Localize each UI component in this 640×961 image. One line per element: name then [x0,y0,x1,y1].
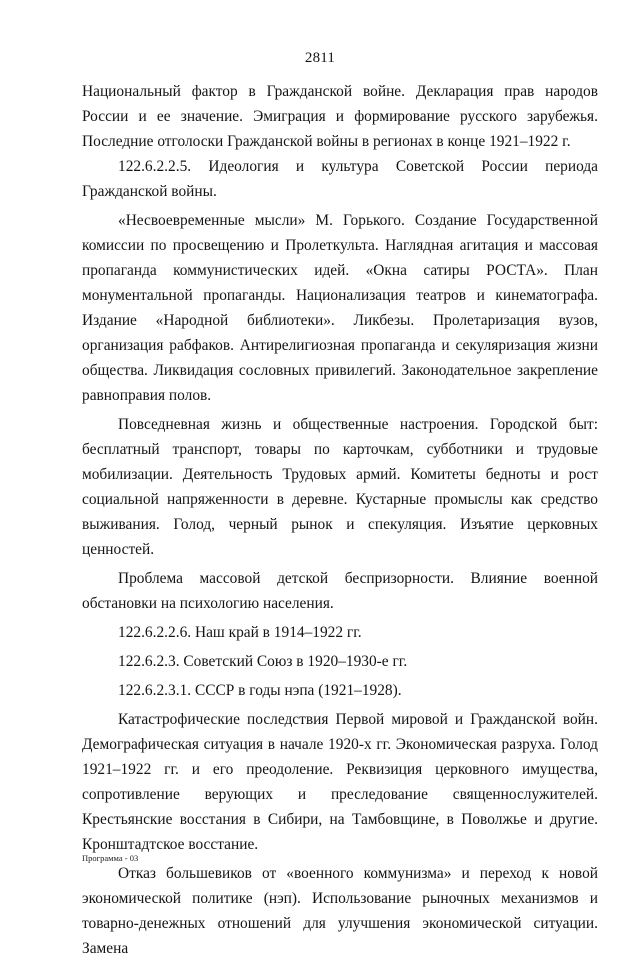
section-heading-ideology-culture: 122.6.2.2.5. Идеология и культура Советской России периода Гражданской войны. [82,158,598,200]
document-body [82,79,598,961]
paragraph-daily-life: Повседневная жизнь и общественные настроения. Городской быт: бесплатный транспорт, товары по карточкам, субботники и трудовые мобилизации. Деятельность Трудовых армий. Комитеты бедноты и рост социальной напряженности в деревне. Кустарные промыслы как средство выживания. Голод, черный рынок и спекуляция. Изъятие церковных ценностей. [82,416,598,558]
paragraph-homelessness: Проблема массовой детской беспризорности. Влияние военной обстановки на психологию населения. [82,570,598,612]
paragraph-consequences: Катастрофические последствия Первой мировой и Гражданской войн. Демографическая ситуация в начале 1920-х гг. Экономическая разруха. Голод 1921–1922 гг. и его преодоление. Реквизиция церковного имущества, сопротивление верующих и преследование священнослужителей. Крестьянские восстания в Сибири, на Тамбовщине, в Поволжье и другие. Кронштадтское восстание. [82,711,598,853]
paragraph-nep-transition: Отказ большевиков от «военного коммунизма» и переход к новой экономической политике (нэп). Использование рыночных механизмов и товарно-денежных отношений для улучшения экономической ситуации. Замена [82,865,598,957]
section-heading-our-region: 122.6.2.2.6. Наш край в 1914–1922 гг. [118,624,362,641]
page-number: 2811 [304,50,336,66]
paragraph-national-factor: Национальный фактор в Гражданской войне. Декларация прав народов России и ее значение. Эмиграция и формирование русского зарубежья. Последние отголоски Гражданской войны в регионах в конце 1921–1922 г. [82,83,598,150]
section-heading-soviet-union: 122.6.2.3. Советский Союз в 1920–1930-е гг. [118,653,408,670]
section-heading-nep: 122.6.2.3.1. СССР в годы нэпа (1921–1928). [118,682,402,699]
paragraph-culture: «Несвоевременные мысли» М. Горького. Создание Государственной комиссии по просвещению и Пролеткульта. Наглядная агитация и массовая пропаганда коммунистических идей. «Окна сатиры РОСТА». План монументальной пропаганды. Национализация театров и кинематографа. Издание «Народной библиотеки». Ликбезы. Пролетаризация вузов, организация рабфаков. Антирелигиозная пропаганда и секуляризация жизни общества. Ликвидация сословных привилегий. Законодательное закрепление равноправия полов. [82,212,598,404]
footer-program-label: Программа - 03 [82,853,139,863]
